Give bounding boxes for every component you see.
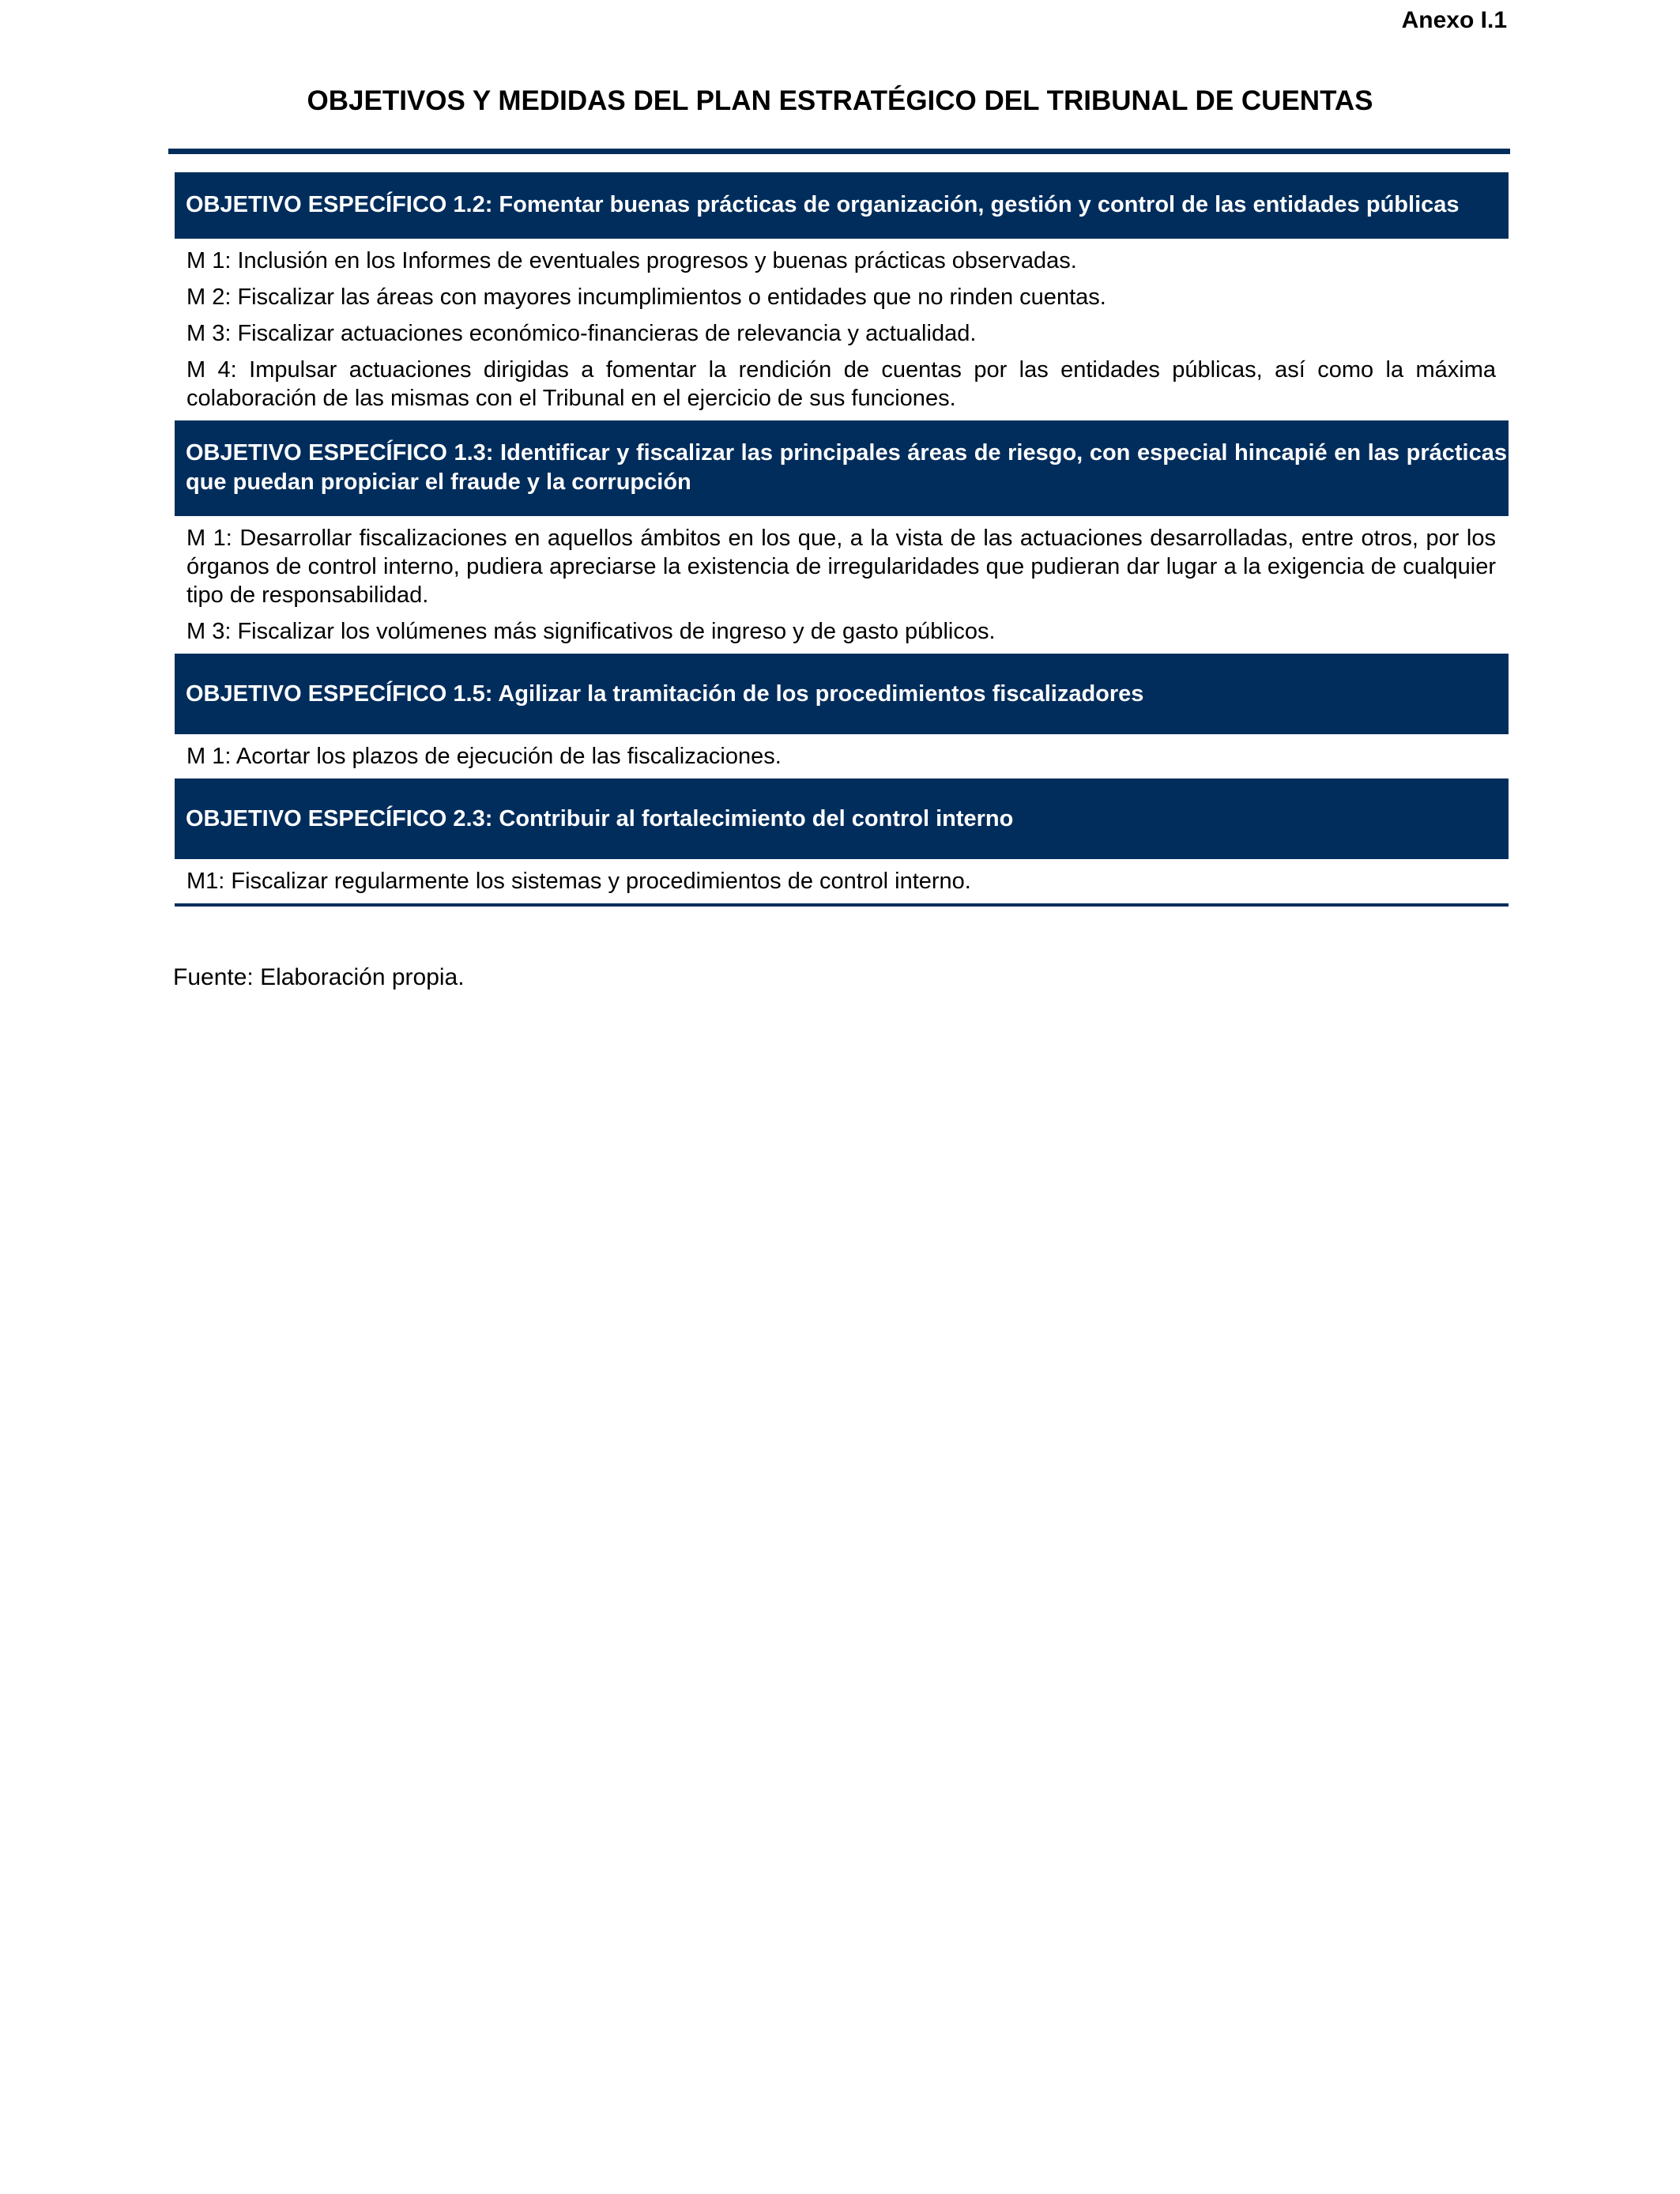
source-note: Fuente: Elaboración propia. — [173, 964, 465, 990]
objective-section — [175, 172, 1509, 420]
objective-section — [175, 654, 1509, 778]
objectives-table — [175, 172, 1509, 907]
objective-header: OBJETIVO ESPECÍFICO 1.2: Fomentar buenas prácticas de organización, gestión y control de las entidades públicas — [175, 172, 1509, 239]
measure-item: M 4: Impulsar actuaciones dirigidas a fomentar la rendición de cuentas por las entidades públicas, así como la máxima colaboración de las mismas con el Tribunal en el ejercicio de sus funciones. — [186, 357, 1496, 411]
title-divider — [168, 149, 1510, 154]
measures-list — [175, 859, 1509, 903]
measure-item: M 1: Acortar los plazos de ejecución de las fiscalizaciones. — [186, 744, 782, 769]
annex-label: Anexo I.1 — [1401, 7, 1507, 33]
measures-list — [175, 239, 1509, 420]
objective-section — [175, 420, 1509, 654]
measure-item: M 1: Desarrollar fiscalizaciones en aquellos ámbitos en los que, a la vista de las actuaciones desarrolladas, entre otros, por los órganos de control interno, pudiera apreciarse la existencia de irregularidades que pudieran dar lugar a la exigencia de cualquier tipo de responsabilidad. — [186, 526, 1496, 608]
objective-header: OBJETIVO ESPECÍFICO 2.3: Contribuir al fortalecimiento del control interno — [175, 778, 1509, 859]
measure-item: M 3: Fiscalizar los volúmenes más significativos de ingreso y de gasto públicos. — [186, 619, 996, 644]
measure-item: M 1: Inclusión en los Informes de eventuales progresos y buenas prácticas observadas. — [186, 248, 1077, 273]
document-title: OBJETIVOS Y MEDIDAS DEL PLAN ESTRATÉGICO DEL TRIBUNAL DE CUENTAS — [307, 85, 1373, 116]
measures-list — [175, 734, 1509, 778]
measures-list — [175, 516, 1509, 654]
measure-item: M1: Fiscalizar regularmente los sistemas y procedimientos de control interno. — [186, 869, 971, 894]
objective-header: OBJETIVO ESPECÍFICO 1.3: Identificar y fiscalizar las principales áreas de riesgo, con especial hincapié en las prácticas que puedan propiciar el fraude y la corrupción — [175, 420, 1509, 516]
measure-item: M 3: Fiscalizar actuaciones económico-financieras de relevancia y actualidad. — [186, 321, 977, 346]
objective-header: OBJETIVO ESPECÍFICO 1.5: Agilizar la tramitación de los procedimientos fiscalizadores — [175, 654, 1509, 734]
measure-item: M 2: Fiscalizar las áreas con mayores incumplimientos o entidades que no rinden cuentas. — [186, 285, 1106, 310]
objective-section — [175, 778, 1509, 903]
